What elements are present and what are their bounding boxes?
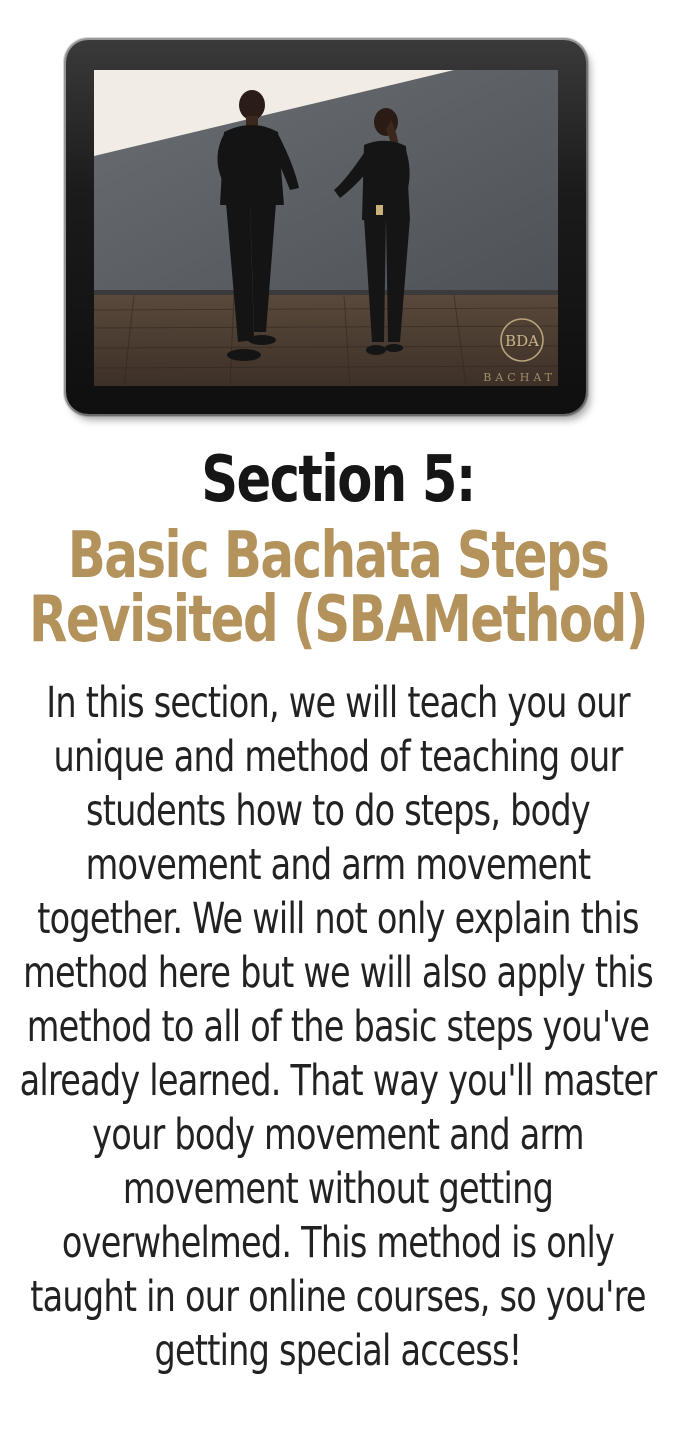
section-description xyxy=(10,676,666,1378)
section-title: Basic Bachata Steps Revisited (SBAMethod) xyxy=(28,519,648,657)
description-text: In this section, we will teach you our unique and method of teaching our students how to do steps, body movement and arm movement together. We will not only explain this method here but we will also apply this method to all of the basic steps you've already learned. That way you'll master your body movement and arm movement without getting overwhelmed. This method is only taught in our online courses, so you're getting special access! xyxy=(19,678,657,1376)
video-frame xyxy=(94,70,558,386)
dance-instructors-photo xyxy=(94,70,558,386)
section-heading xyxy=(0,443,676,657)
tablet-mockup xyxy=(66,40,586,414)
section-label: Section 5: xyxy=(201,443,475,517)
watermark-text: BACHAT xyxy=(483,371,556,384)
logo-text: BDA xyxy=(505,332,539,350)
